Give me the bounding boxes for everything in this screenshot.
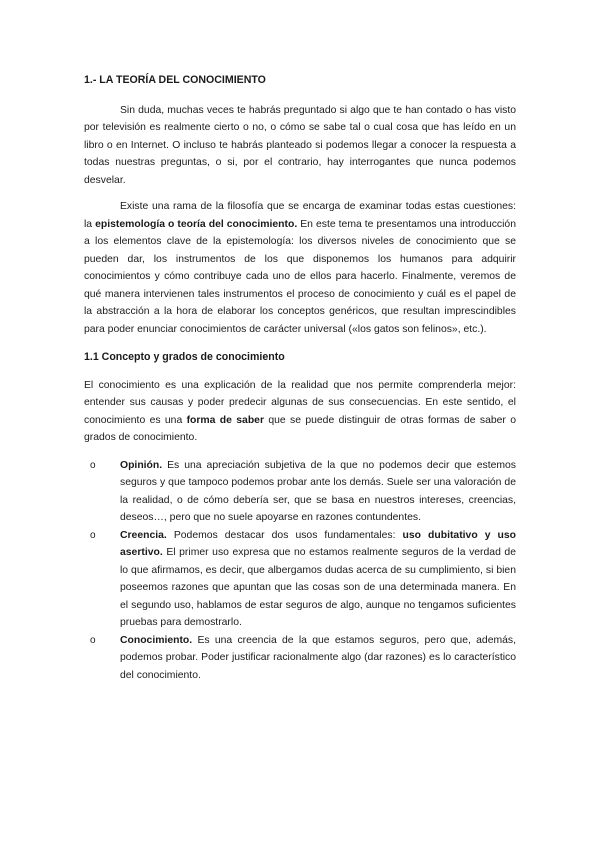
bullet-marker: o: [90, 634, 96, 646]
item-term: Conocimiento.: [120, 634, 193, 646]
knowledge-paragraph: [84, 377, 516, 447]
epistemology-term: epistemología o teoría del conocimiento.: [95, 218, 298, 230]
document-page: [84, 72, 516, 684]
item-bold-phrase: uso dubitativo y uso asertivo.: [120, 529, 516, 558]
item-text: Es una creencia de la que estamos seguros, pero que, además, podemos probar. Poder justificar racionalmente algo (dar razones) es lo característico del conocimiento.: [120, 634, 516, 681]
item-term: Opinión.: [120, 459, 163, 471]
bullet-marker: o: [90, 529, 96, 541]
knowledge-grades-list: [84, 457, 516, 685]
knowledge-term: forma de saber: [186, 414, 264, 426]
section-heading: 1.- LA TEORÍA DEL CONOCIMIENTO: [84, 74, 266, 86]
knowledge-text-a: El conocimiento es una explicación de la realidad que nos permite comprenderla mejor: entender sus causas y poder predecir algunas de sus consecuencias. En este sentido, el conocimiento es una: [84, 379, 516, 426]
item-term: Creencia.: [120, 529, 167, 541]
list-item-conocimiento: [84, 632, 516, 685]
list-item-creencia: [84, 527, 516, 632]
intro-paragraph: Sin duda, muchas veces te habrás preguntado si algo que te han contado o has visto por televisión es realmente cierto o no, o cómo se sabe tal o cual cosa que has leído en un libro o en Internet. O incluso te habrás planteado si podemos llegar a conocer la respuesta a todas nuestras preguntas, o si, por el contrario, hay interrogantes que nunca podemos desvelar.: [84, 104, 516, 186]
subsection-heading: 1.1 Concepto y grados de conocimiento: [84, 351, 285, 363]
knowledge-text-c: que se puede distinguir de otras formas de saber o grados de conocimiento.: [84, 414, 516, 443]
bullet-marker: o: [90, 459, 96, 471]
item-text-c: El primer uso expresa que no estamos realmente seguros de la verdad de lo que afirmamos, es decir, que albergamos dudas acerca de su cumplimiento, si bien poseemos razones que apuntan que las cosas son de una determinada manera. En el segundo uso, hablamos de estar seguros de algo, aunque no tengamos suficientes pruebas para demostrarlo.: [120, 547, 516, 628]
epistemology-paragraph: [84, 198, 516, 338]
epistemology-text-a: Existe una rama de la filosofía que se encarga de examinar todas estas cuestiones: la: [84, 201, 516, 230]
item-text: Es una apreciación subjetiva de la que no podemos decir que estemos seguros y que tampoco podemos probar ante los demás. Suele ser una valoración de la realidad, o de cómo debería ser, que se basa en nuestros intereses, creencias, deseos…, pero que no suele apoyarse en razones contundentes.: [120, 459, 516, 523]
item-text-a: Podemos destacar dos usos fundamentales:: [166, 529, 403, 541]
list-item-opinion: [84, 457, 516, 527]
epistemology-text-c: En este tema te presentamos una introducción a los elementos clave de la epistemología: los diversos niveles de conocimiento que se pueden dar, los instrumentos de los que disponemos los humanos para adquirir conocimientos y cómo contribuye cada uno de ellos para hacerlo. Finalmente, veremos de qué manera intervienen tales instrumentos el proceso de conocimiento y cuál es el papel de la abstracción a la hora de elaborar los conceptos genéricos, que resultan imprescindibles para poder enunciar conocimientos de carácter universal («los gatos son felinos», etc.).: [84, 218, 516, 335]
